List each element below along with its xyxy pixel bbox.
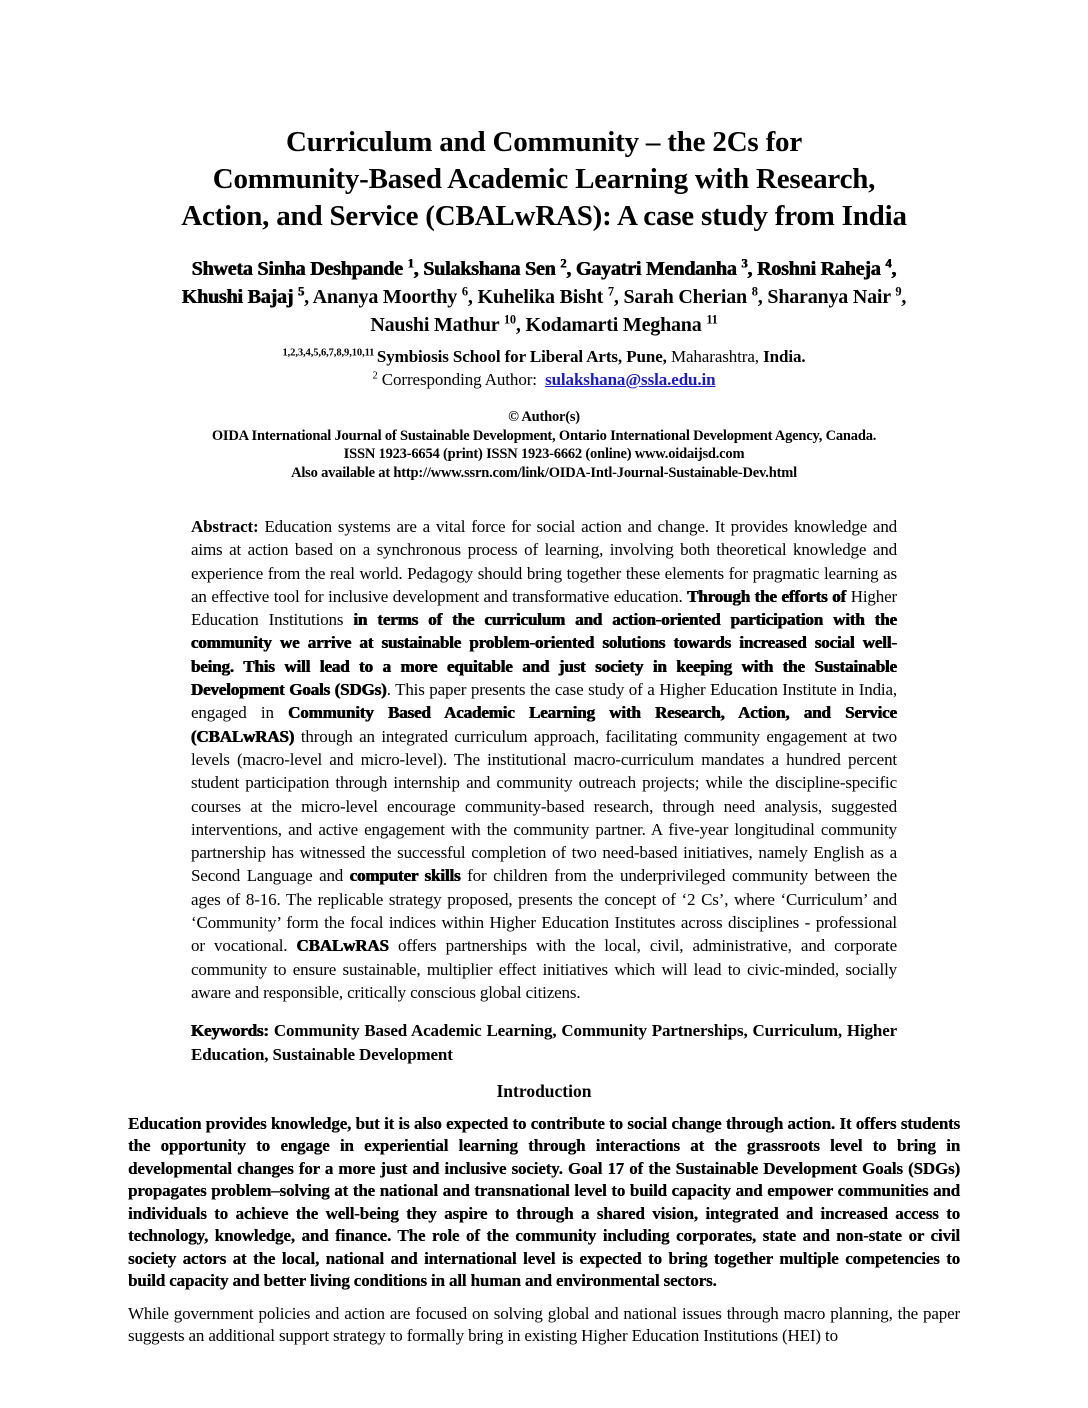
journal-imprint	[128, 408, 960, 482]
text-run: 5	[298, 284, 305, 299]
text-run: 1	[407, 256, 414, 271]
introduction-heading: Introduction	[496, 1080, 592, 1101]
text-run: Naushi Mathur	[370, 314, 504, 336]
text-run: offers partnerships with the local, civil, administrative, and corporate community to ensure sustainable, multiplier effect initiatives which will lead to civic-minded, socially aware and responsible, critically conscious global citizens.	[191, 936, 898, 1002]
text-run: Maharashtra,	[666, 347, 759, 366]
author-list	[128, 255, 960, 339]
text-run: 10	[503, 312, 516, 327]
text-run: , Gayatri Mendanha	[566, 258, 742, 280]
text-run: Education systems are a vital force for social action and change. It provides knowledge and aims at action based on a synchronous process of learning, involving both theoretical knowledge and experience from the real world. Pedagogy should bring together these elements for pragmatic learning as an effective tool for inclusive development and transformative education.	[191, 517, 898, 606]
text-run: , Roshni Raheja	[747, 258, 886, 280]
intro-paragraph-1: Education provides knowledge, but it is also expected to contribute to social change through action. It offers students the opportunity to engage in experiential learning through interactions at the grassroots level to bring in developmental changes for a more just and inclusive society. Goal 17 of the Sustainable Development Goals (SDGs) propagates problem–solving at the national and transnational level to build capacity and empower communities and individuals to achieve the well-being they aspire to through a shared vision, integrated and increased access to technology, knowledge, and finance. The role of the community including corporates, state and non-state or civil society actors at the local, national and international level is expected to bring together multiple competencies to build capacity and better living conditions in all human and environmental sectors.	[128, 1113, 960, 1291]
text-run: 8	[751, 284, 758, 299]
text-run: ,	[891, 258, 897, 280]
affiliation-line	[128, 345, 960, 368]
text-run: Khushi Bajaj	[181, 286, 299, 308]
text-run: 1,2,3,4,5,6,7,8,9,10,11	[282, 347, 377, 359]
text-run: , Kuhelika Bisht	[467, 286, 608, 308]
email-link[interactable]: sulakshana@ssla.edu.in	[545, 370, 716, 389]
text-run: Through the efforts of	[687, 586, 851, 606]
text-run: CBALwRAS	[296, 936, 389, 956]
text-run: 4	[885, 256, 892, 271]
availability-line: Also available at http://www.ssrn.com/link/OIDA-Intl-Journal-Sustainable-Dev.html	[291, 464, 797, 481]
text-run: through an integrated curriculum approach, facilitating community engagement at two levels (macro-level and micro-level). The institutional macro-curriculum mandates a hundred percent student participation through internship and community outreach projects; while the discipline-specific courses at the micro-level encourage community-based research, through need analysis, suggested interventions, and active engagement with the community partner. A five-year longitudinal community partnership has witnessed the successful completion of two need-based initiatives, namely English as a Second Language and	[191, 726, 897, 886]
text-run: 3	[741, 256, 748, 271]
author-line-2	[128, 283, 960, 311]
title-line-3: Action, and Service (CBALwRAS): A case study from India	[181, 200, 907, 232]
text-run: , Ananya Moorthy	[304, 286, 462, 308]
corresponding-author-line	[128, 368, 960, 391]
text-run: 6	[461, 284, 468, 299]
text-run: , Kodamarti Meghana	[515, 314, 707, 336]
text-run: in terms of the curriculum and action-oriented participation with the community we arrive at sustainable problem-oriented solutions towards increased social well-being. This will lead to a more equitable and just society in keeping with the Sustainable Development Goals (SDGs)	[191, 610, 897, 700]
text-run: India.	[758, 347, 806, 366]
title-line-2: Community-Based Academic Learning with Research,	[212, 163, 876, 195]
text-run: Symbiosis School for Liberal Arts, Pune,	[376, 347, 667, 366]
text-run: 2	[560, 256, 567, 271]
text-run: for children from the underprivileged community between the ages of 8-16. The replicable strategy proposed, presents the concept of ‘2 Cs’, where ‘Curriculum’ and ‘Community’ form the focal indices within Higher Education Institutes across disciplines - professional or vocational.	[191, 866, 897, 956]
text-run: 7	[607, 284, 614, 299]
text-run: computer skills	[349, 866, 461, 886]
title-line-1: Curriculum and Community – the 2Cs for	[285, 126, 802, 158]
text-run: , Sulakshana Sen	[413, 258, 561, 280]
abstract-paragraph	[191, 515, 897, 1004]
copyright-line: © Author(s)	[508, 409, 580, 425]
journal-name-line: OIDA International Journal of Sustainable Development, Ontario International Development Agency, Canada.	[211, 427, 877, 444]
text-run: , Sharanya Nair	[757, 286, 896, 308]
intro-paragraph-2: While government policies and action are focused on solving global and national issues through macro planning, the paper suggests an additional support strategy to formally bring in existing Higher Education Institutions (HEI) to	[128, 1303, 960, 1346]
text-run: , Sarah Cherian	[613, 286, 752, 308]
text-run: 11	[706, 312, 718, 327]
text-run: ,	[901, 286, 907, 308]
author-line-1	[128, 255, 960, 283]
text-run: Community Based Academic Learning, Community Partnerships, Curriculum, Higher Education, Sustainable Development	[191, 1021, 897, 1064]
text-run: Higher Education Institutions	[191, 586, 897, 630]
text-run: 9	[895, 284, 902, 299]
text-run: Shweta Sinha Deshpande	[191, 258, 408, 280]
text-run: Corresponding Author:	[377, 370, 542, 389]
issn-line: ISSN 1923-6654 (print) ISSN 1923-6662 (online) www.oidaijsd.com	[343, 446, 745, 462]
author-line-3	[128, 311, 960, 339]
text-run: Community Based Academic Learning with Research, Action, and Service (CBALwRAS)	[191, 703, 897, 746]
page-title	[128, 124, 960, 235]
text-run: Abstract:	[191, 517, 265, 536]
keywords-paragraph	[191, 1019, 897, 1066]
text-run: Keywords:	[191, 1021, 274, 1041]
text-run: . This paper presents the case study of a Higher Education Institute in India, engaged in	[191, 680, 897, 723]
text-run: 2	[372, 370, 378, 382]
